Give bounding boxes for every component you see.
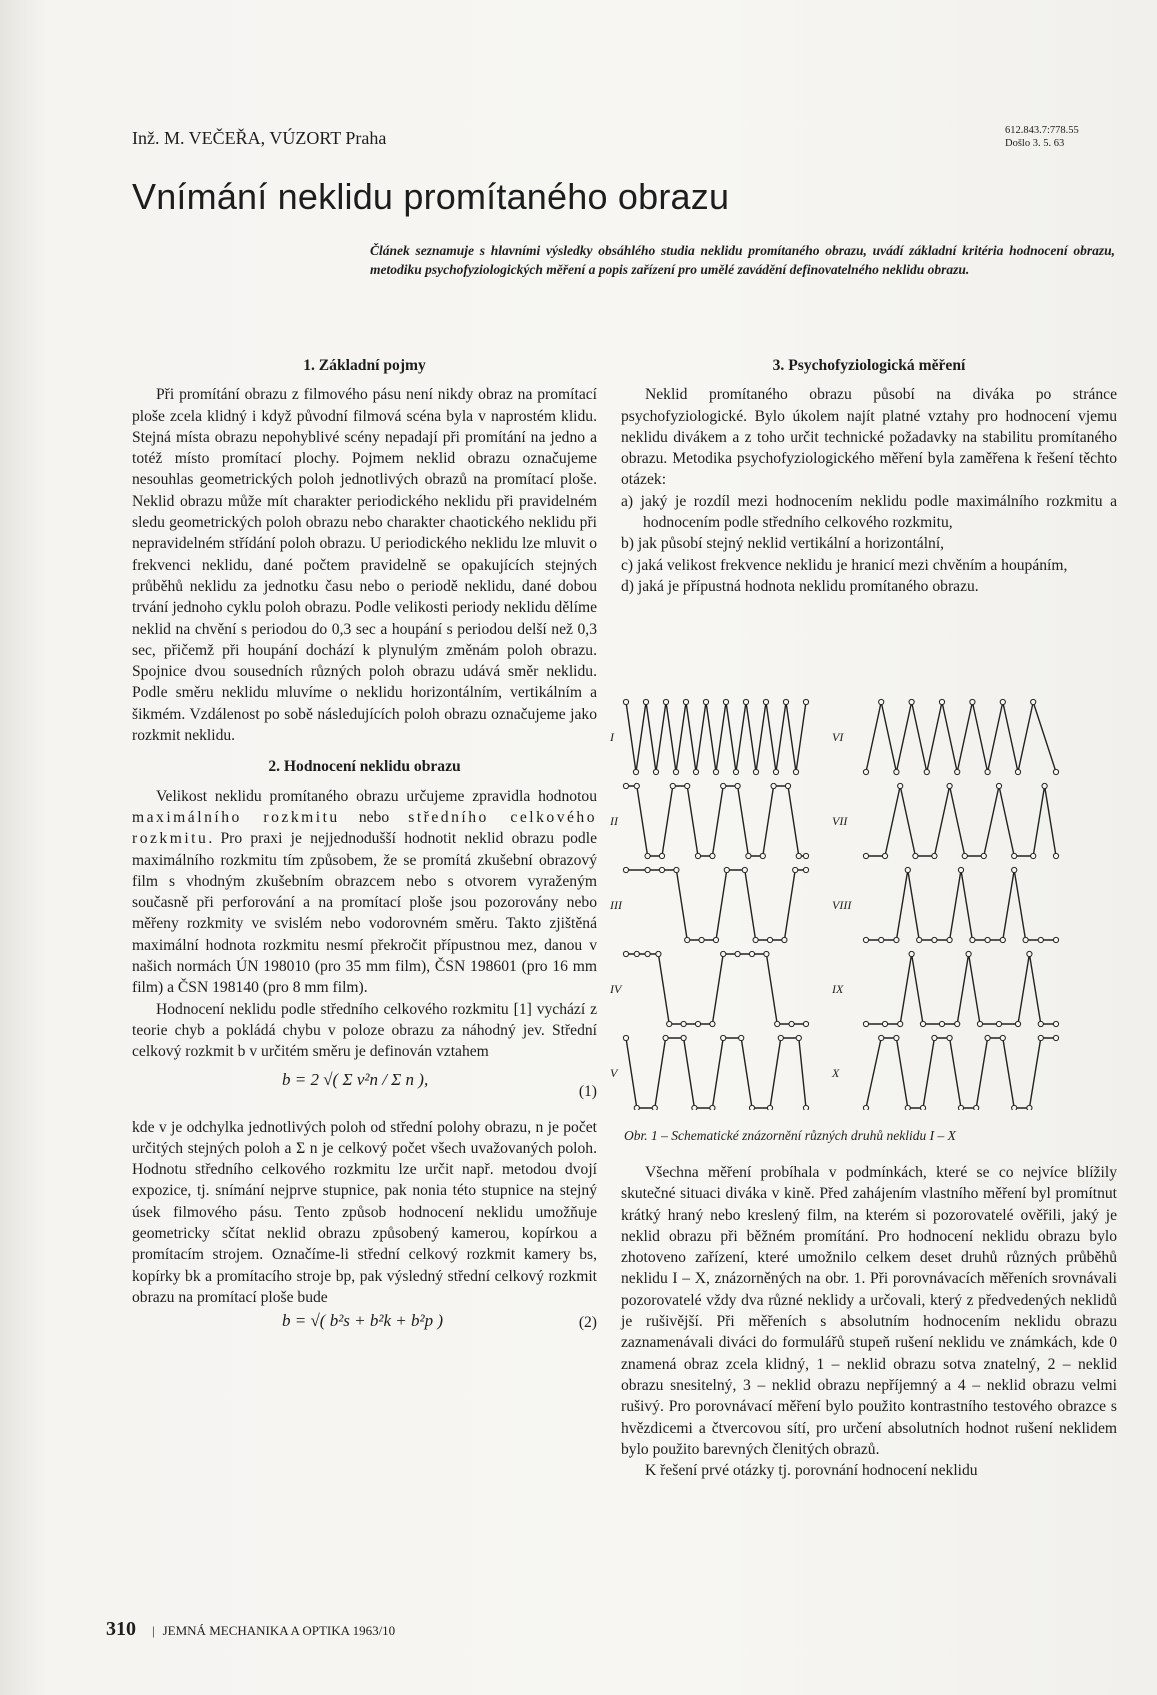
equation-2 (132, 1310, 597, 1336)
section-2-heading: 2. Hodnocení neklidu obrazu (268, 758, 461, 776)
section-2-paragraph-1 (132, 786, 597, 999)
waveform-label: V (610, 1066, 618, 1080)
waveform-V (610, 1035, 809, 1110)
waveform-label: X (832, 1066, 840, 1080)
section-3-paragraph-3: K řešení prvé otázky tj. porovnání hodnocení neklidu (645, 1462, 978, 1480)
waveform-I (609, 699, 809, 774)
waveform-label: IV (610, 982, 622, 996)
waveform-III (609, 867, 809, 942)
list-item: a) jaký je rozdíl mezi hodnocením neklidu podle maximálního rozkmitu a hodnocením podle středního celkového rozkmitu, (621, 492, 1117, 532)
waveform-label: VI (832, 730, 844, 744)
footer-separator: | (152, 1623, 155, 1638)
page-number: 310 (106, 1618, 136, 1640)
equation-1-number: (1) (578, 1082, 597, 1100)
figure-1-caption: Obr. 1 – Schematické znázornění různých druhů neklidu I – X (624, 1128, 956, 1143)
text-run: . Pro praxi je nejjednodušší hodnotit neklid obrazu podle maximálního rozkmitu tím způsobem, že se promítá zkušební obrazový film s vhodným zkušebním obrazcem nebo s otvorem vyraženým současně při perforování a na promítací ploše jsou pozorovány nebo měřeny rozkmity ve svislém nebo vodorovném směru. Takto zjištěná maximální hodnota rozkmitu nesmí překročit přípustnou mez, danou v našich normách ÚN 198010 (pro 35 mm film), ČSN 198601 (pro 16 mm film) a ČSN 198140 (pro 8 mm film). (132, 830, 597, 997)
waveform-VI (832, 699, 1059, 774)
abstract: Článek seznamuje s hlavními výsledky obsáhlého studia neklidu promítaného obrazu, uvádí základní kritéria hodnocení obrazu, metodiku psychofyziologických měření a popis zařízení pro umělé zavádění definovatelného neklidu obrazu. (370, 243, 1115, 277)
waveform-IX (831, 951, 1059, 1026)
list-item: d) jaká je přípustná hodnota neklidu promítaného obrazu. (621, 577, 979, 595)
author-line: Inž. M. VEČEŘA, VÚZORT Praha (132, 128, 387, 148)
figure-1 (608, 690, 1128, 1110)
waveform-label: IX (832, 982, 844, 996)
waveform-label: II (610, 814, 618, 828)
article-title: Vnímání neklidu promítaného obrazu (132, 176, 730, 217)
list-item: b) jak působí stejný neklid vertikální a horizontální, (621, 535, 945, 553)
question-list (621, 491, 1117, 597)
section-3-heading: 3. Psychofyziologická měření (772, 357, 966, 374)
received-date: Došlo 3. 5. 63 (1005, 138, 1065, 149)
section-3-paragraph-1: Neklid promítaného obrazu působí na diváka po stránce psychofyziologické. Bylo úkolem najít platné vztahy pro hodnocení vjemu neklidu divákem a z toho určit technické požadavky na stabilitu promítaného obrazu. Metodika psychofyziologického měření byla zaměřena k řešení těchto otázek: (621, 386, 1117, 489)
section-3-paragraph-2: Všechna měření probíhala v podmínkách, které se co nejvíce blížily skutečné situaci diváka v kině. Před zahájením vlastního měření byl promítnut krátký hraný nebo kreslený film, na kterém si pozorovatelé ověřili, jaký je neklid obrazu při běžném promítání. Pro hodnocení neklidu obrazu bylo zhotoveno zařízení, které umožnilo celkem deset druhů různých průběhů neklidu I – X, znázorněných na obr. 1. Při porovnávacích měřeních srovnávali pozorovatelé vždy dva různé neklidy a určovali, který z předvedených neklidů je rušivější. Při měřeních s absolutním hodnocením neklidu obrazu zaznamenávali diváci do formulářů stupeň rušení neklidu ve známkách, kde 0 znamená obraz zcela klidný, 1 – neklid obrazu sotva znatelný, 2 – neklid obrazu snesitelný, 3 – neklid obrazu nepříjemný a 4 – neklid obrazu velmi rušivý. Pro porovnávací měření bylo použito kontrastního testového obrazce s hvězdicemi a čtvercovou sítí, pro určení absolutních hodnot rušení neklidem bylo použito barevných členitých obrazů. (621, 1164, 1117, 1458)
waveform-II (609, 783, 809, 858)
waveform-label: VIII (832, 898, 852, 912)
waveform-X (831, 1035, 1059, 1110)
waveform-label: I (610, 730, 614, 744)
right-column-continued (621, 1162, 1117, 1481)
term-max-range: maximálního rozkmitu (132, 808, 340, 826)
section-1-paragraph: Při promítání obrazu z filmového pásu není nikdy obraz na promítací ploše zcela klidný i když původní filmová scéna byla v naprostém klidu. Stejná místa obrazu nepohyblivé scény nepadají při promítání na jedno a totéž místo promítací plochy. Pojmem neklid obrazu označujeme nesouhlas geometrických poloh jednotlivých obrazů na promítací ploše. Neklid obrazu může mít charakter periodického neklidu při pravidelném sledu geometrických poloh obrazu nebo charakter chaotického neklidu při nepravidelném střídání poloh obrazu. U periodického neklidu lze mluvit o frekvenci neklidu, dané počtem pravidelně se opakujících stejných průběhů neklidu za jednotku času nebo o periodě neklidu, dané dobou trvání jednoho cyklu poloh obrazu. Podle velikosti periody neklidu dělíme neklid na chvění s periodou do 0,3 sec a houpání s periodou delší než 0,3 sec, přičemž při houpání dochází k plynulým změnám poloh obrazu. Spojnice dvou sousedních různých poloh obrazu udává směr neklidu. Podle směru neklidu mluvíme o neklidu horizontálním, vertikálním a šikmém. Vzdálenost po sobě následujících poloh obrazu označujeme jako rozkmit neklidu. (132, 386, 597, 745)
equation-2-body: b = √( b²s + b²k + b²p ) (282, 1311, 444, 1331)
equation-2-number: (2) (578, 1314, 597, 1332)
term-mean-range: středního celkového rozkmitu (132, 808, 598, 848)
section-2-paragraph-3: kde v je odchylka jednotlivých poloh od střední polohy obrazu, n je počet určitých stejných poloh a Σ n je celkový počet všech uvažovaných poloh. Hodnotu středního celkového rozkmitu lze určit např. metodou dvojí expozice, tj. snímání nejprve stupnice, pak nonia této stupnice na stejný úsek filmového pásu. Tento způsob hodnocení neklidu umožňuje geometricky sčítat neklid obrazu způsobený kamerou, kopírkou a promítacím strojem. Označíme-li střední celkový rozkmit kamery bs, kopírky bk a promítacího stroje bp, pak výsledný střední celkový rozkmit obrazu na promítací ploše bude (132, 1118, 597, 1306)
journal-name: JEMNÁ MECHANIKA A OPTIKA 1963/10 (162, 1623, 396, 1638)
text-run: Velikost neklidu promítaného obrazu určujeme zpravidla hodnotou (156, 787, 597, 805)
right-column (621, 355, 1117, 597)
waveform-label: III (610, 898, 622, 912)
list-item: c) jaká velikost frekvence neklidu je hranicí mezi chvěním a houpáním, (621, 556, 1068, 574)
text-run: nebo (339, 808, 409, 826)
waveform-label: VII (832, 814, 848, 828)
classification-block (1005, 124, 1079, 150)
page-footer (106, 1618, 395, 1641)
equation-1-body: b = 2 √( Σ v²n / Σ n ), (282, 1069, 429, 1089)
figure-1-waveforms (608, 690, 1128, 1110)
equation-1 (132, 1069, 597, 1113)
waveform-IV (609, 951, 809, 1026)
waveform-VII (832, 783, 1059, 858)
section-2-paragraph-2: Hodnocení neklidu podle středního celkového rozkmitu [1] vychází z teorie chyb a pokládá chybu v poloze obrazu za náhodný jev. Střední celkový rozkmit b v určitém směru je definován vztahem (132, 1000, 597, 1061)
left-column (132, 355, 597, 1338)
section-1-heading: 1. Základní pojmy (303, 357, 426, 374)
udc-code: 612.843.7:778.55 (1005, 125, 1079, 136)
waveform-VIII (832, 867, 1059, 942)
